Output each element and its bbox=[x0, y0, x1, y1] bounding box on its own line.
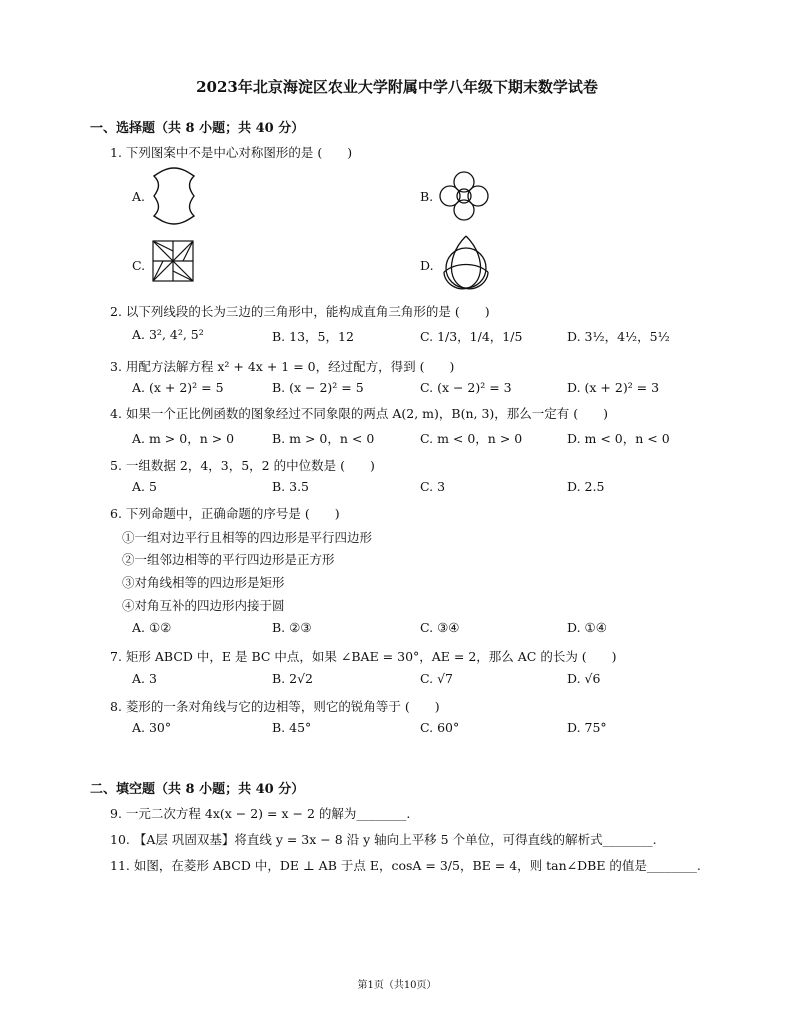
question-4-stem: 4. 如果一个正比例函数的图象经过不同象限的两点 A(2, m)，B(n, 3)，那么一定有 ( ) bbox=[110, 406, 609, 421]
page-footer: 第1页（共10页） bbox=[357, 980, 437, 991]
q8-option-b: B. 45° bbox=[272, 720, 312, 735]
q3-option-a: A. (x + 2)² = 5 bbox=[132, 380, 224, 395]
q6-option-d: D. ①④ bbox=[567, 620, 607, 635]
question-10-stem: 10. 【A层 巩固双基】将直线 y = 3x − 8 沿 y 轴向上平移 5 个单位，可得直线的解析式________. bbox=[110, 832, 657, 847]
q6-statement-4: ④对角互补的四边形内接于圆 bbox=[122, 598, 285, 613]
question-11-stem: 11. 如图，在菱形 ABCD 中，DE ⊥ AB 于点 E，cosA = 3/5，BE = 4，则 tan∠DBE 的值是________. bbox=[110, 858, 701, 873]
q1-option-b: B. bbox=[420, 189, 434, 204]
q8-option-a: A. 30° bbox=[132, 720, 172, 735]
q7-option-b: B. 2√2 bbox=[272, 671, 314, 686]
q5-option-b: B. 3.5 bbox=[272, 479, 310, 494]
q3-option-c: C. (x − 2)² = 3 bbox=[420, 380, 512, 395]
q4-option-a: A. m > 0，n > 0 bbox=[132, 431, 235, 446]
q6-option-b: B. ②③ bbox=[272, 620, 312, 635]
q7-option-d: D. √6 bbox=[567, 671, 601, 686]
q4-option-d: D. m < 0，n < 0 bbox=[567, 431, 670, 446]
section-fill-heading: 二、填空题（共 8 小题；共 40 分） bbox=[90, 782, 305, 797]
q1-option-a: A. bbox=[132, 189, 146, 204]
q6-option-a: A. ①② bbox=[132, 620, 172, 635]
question-3-stem: 3. 用配方法解方程 x² + 4x + 1 = 0，经过配方，得到 ( ) bbox=[110, 359, 455, 374]
q5-option-a: A. 5 bbox=[132, 479, 157, 494]
q7-option-a: A. 3 bbox=[132, 671, 157, 686]
q2-option-d: D. 3½，4½，5½ bbox=[567, 329, 670, 344]
q2-option-a: A. 3², 4², 5² bbox=[132, 327, 204, 342]
q3-option-d: D. (x + 2)² = 3 bbox=[567, 380, 660, 395]
question-5-stem: 5. 一组数据 2，4，3，5，2 的中位数是 ( ) bbox=[110, 458, 375, 473]
question-9-stem: 9. 一元二次方程 4x(x − 2) = x − 2 的解为________. bbox=[110, 806, 411, 821]
section-choice-heading: 一、选择题（共 8 小题；共 40 分） bbox=[90, 121, 305, 136]
q7-option-c: C. √7 bbox=[420, 671, 453, 686]
q5-option-c: C. 3 bbox=[420, 479, 446, 494]
q6-option-c: C. ③④ bbox=[420, 620, 460, 635]
q3-option-b: B. (x − 2)² = 5 bbox=[272, 380, 364, 395]
figure-d-triquetra bbox=[436, 232, 496, 292]
page-title: 2023年北京海淀区农业大学附属中学八年级下期末数学试卷 bbox=[196, 78, 598, 96]
q5-option-d: D. 2.5 bbox=[567, 479, 605, 494]
figure-c-pinwheel bbox=[150, 238, 196, 284]
question-2-stem: 2. 以下列线段的长为三边的三角形中，能构成直角三角形的是 ( ) bbox=[110, 304, 490, 319]
question-1-stem: 1. 下列图案中不是中心对称图形的是 ( ) bbox=[110, 145, 353, 160]
question-8-stem: 8. 菱形的一条对角线与它的边相等，则它的锐角等于 ( ) bbox=[110, 699, 440, 714]
q4-option-c: C. m < 0，n > 0 bbox=[420, 431, 523, 446]
q2-option-b: B. 13，5，12 bbox=[272, 329, 354, 344]
q8-option-c: C. 60° bbox=[420, 720, 460, 735]
question-6-stem: 6. 下列命题中，正确命题的序号是 ( ) bbox=[110, 506, 340, 521]
figure-b-four-circles bbox=[436, 168, 492, 224]
q1-option-d: D. bbox=[420, 258, 434, 273]
q2-option-c: C. 1/3，1/4，1/5 bbox=[420, 329, 523, 344]
q8-option-d: D. 75° bbox=[567, 720, 607, 735]
q4-option-b: B. m > 0，n < 0 bbox=[272, 431, 375, 446]
q6-statement-2: ②一组邻边相等的平行四边形是正方形 bbox=[122, 552, 335, 567]
q6-statement-3: ③对角线相等的四边形是矩形 bbox=[122, 575, 285, 590]
question-7-stem: 7. 矩形 ABCD 中，E 是 BC 中点，如果 ∠BAE = 30°，AE = 2，那么 AC 的长为 ( ) bbox=[110, 649, 617, 664]
q6-statement-1: ①一组对边平行且相等的四边形是平行四边形 bbox=[122, 530, 373, 545]
figure-a-curved-shape bbox=[146, 164, 202, 228]
q1-option-c: C. bbox=[132, 258, 146, 273]
